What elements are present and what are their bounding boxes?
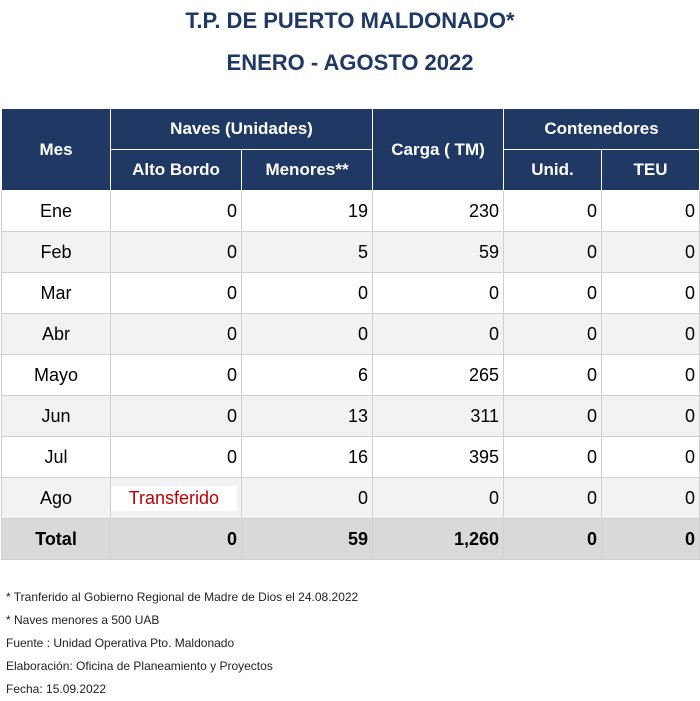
cell-menores: 19 <box>242 191 373 232</box>
header-naves: Naves (Unidades) <box>111 109 373 150</box>
header-menores: Menores** <box>242 150 373 191</box>
header-contenedores: Contenedores <box>504 109 700 150</box>
table-row <box>2 396 700 437</box>
cell-carga: 0 <box>373 478 504 519</box>
footnote-fuente: Fuente : Unidad Operativa Pto. Maldonado <box>6 636 235 650</box>
cell-carga: 59 <box>373 232 504 273</box>
table-row <box>2 355 700 396</box>
cell-teu: 0 <box>602 396 700 437</box>
cell-total-teu: 0 <box>602 519 700 560</box>
cell-teu: 0 <box>602 191 700 232</box>
cell-carga: 0 <box>373 273 504 314</box>
header-teu: TEU <box>602 150 700 191</box>
total-row <box>2 519 700 560</box>
cell-total-carga: 1,260 <box>373 519 504 560</box>
cell-teu: 0 <box>602 437 700 478</box>
cell-mes: Ago <box>2 478 111 519</box>
table-row <box>2 232 700 273</box>
cell-teu: 0 <box>602 273 700 314</box>
table-row <box>2 437 700 478</box>
cell-unid: 0 <box>504 232 602 273</box>
cell-carga: 0 <box>373 314 504 355</box>
cell-menores: 13 <box>242 396 373 437</box>
cell-alto-bordo: 0 <box>111 232 242 273</box>
cell-carga: 265 <box>373 355 504 396</box>
cell-teu: 0 <box>602 232 700 273</box>
cell-alto-bordo <box>111 478 242 519</box>
cell-unid: 0 <box>504 273 602 314</box>
cell-menores: 6 <box>242 355 373 396</box>
cell-menores: 16 <box>242 437 373 478</box>
cell-unid: 0 <box>504 355 602 396</box>
title-line-2: ENERO - AGOSTO 2022 <box>226 50 474 75</box>
cell-total-label: Total <box>2 519 111 560</box>
cell-alto-bordo: 0 <box>111 191 242 232</box>
table-row <box>2 273 700 314</box>
cell-alto-bordo: 0 <box>111 355 242 396</box>
cell-mes: Jun <box>2 396 111 437</box>
cell-total-alto-bordo: 0 <box>111 519 242 560</box>
footnotes <box>6 586 358 701</box>
cell-carga: 230 <box>373 191 504 232</box>
table-row <box>2 191 700 232</box>
cell-carga: 395 <box>373 437 504 478</box>
statistics-table <box>1 108 700 560</box>
footnote-naves-menores: * Naves menores a 500 UAB <box>6 613 160 627</box>
cell-menores: 0 <box>242 314 373 355</box>
cell-mes: Mayo <box>2 355 111 396</box>
cell-mes: Ene <box>2 191 111 232</box>
cell-mes: Mar <box>2 273 111 314</box>
cell-teu: 0 <box>602 355 700 396</box>
header-unid: Unid. <box>504 150 602 191</box>
footnote-elaboracion: Elaboración: Oficina de Planeamiento y Proyectos <box>6 659 273 673</box>
footnote-transfer: * Tranferido al Gobierno Regional de Madre de Dios el 24.08.2022 <box>6 590 359 604</box>
footnote-fecha: Fecha: 15.09.2022 <box>6 682 107 696</box>
cell-unid: 0 <box>504 314 602 355</box>
cell-teu: 0 <box>602 478 700 519</box>
cell-menores: 0 <box>242 478 373 519</box>
header-mes: Mes <box>2 109 111 191</box>
cell-unid: 0 <box>504 478 602 519</box>
cell-total-unid: 0 <box>504 519 602 560</box>
header-carga: Carga ( TM) <box>373 109 504 191</box>
cell-teu: 0 <box>602 314 700 355</box>
cell-menores: 5 <box>242 232 373 273</box>
cell-mes: Feb <box>2 232 111 273</box>
cell-mes: Jul <box>2 437 111 478</box>
cell-carga: 311 <box>373 396 504 437</box>
header-alto-bordo: Alto Bordo <box>111 150 242 191</box>
cell-mes: Abr <box>2 314 111 355</box>
cell-alto-bordo: 0 <box>111 396 242 437</box>
cell-alto-bordo: 0 <box>111 273 242 314</box>
cell-alto-bordo: 0 <box>111 437 242 478</box>
transferido-label: Transferido <box>111 486 237 511</box>
cell-unid: 0 <box>504 191 602 232</box>
cell-menores: 0 <box>242 273 373 314</box>
cell-total-menores: 59 <box>242 519 373 560</box>
table-row <box>2 314 700 355</box>
table-row <box>2 478 700 519</box>
title-line-1: T.P. DE PUERTO MALDONADO* <box>185 8 515 33</box>
cell-unid: 0 <box>504 437 602 478</box>
cell-alto-bordo: 0 <box>111 314 242 355</box>
cell-unid: 0 <box>504 396 602 437</box>
